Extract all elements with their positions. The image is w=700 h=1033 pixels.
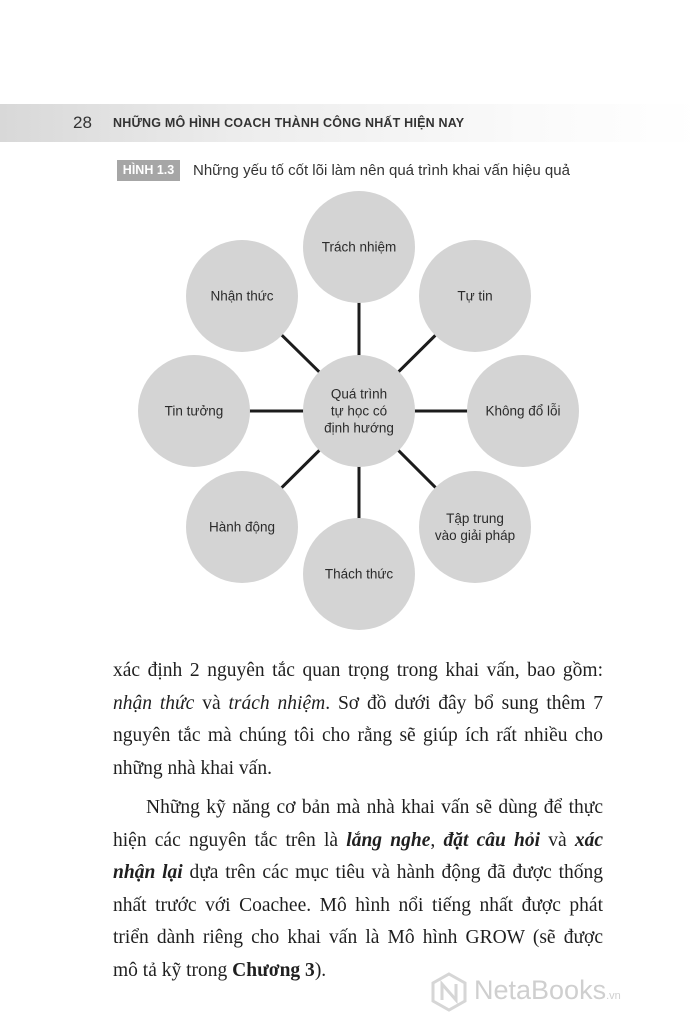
p2-line-3: nhận lại dựa trên các mục tiêu và hành động đã được thống: [113, 862, 603, 883]
chapter-reference: Chương 3: [232, 959, 315, 981]
node-bottom-left-label: Hành động: [208, 519, 276, 535]
netabooks-logo-icon: [429, 972, 469, 1012]
page-number: 28: [73, 113, 92, 132]
figure-label-badge: HÌNH 1.3: [117, 160, 180, 181]
p2-line-4: nhất trước với Coachee. Mô hình nổi tiếng nhất được phát: [113, 894, 603, 916]
node-top-left-label: Nhận thức: [210, 288, 274, 304]
term-lang-nghe: lắng nghe: [346, 829, 431, 851]
p2-line-6: mô tả kỹ trong Chương 3).: [113, 959, 327, 981]
node-right-label: Không đổ lỗi: [485, 403, 561, 419]
p2-line-5: triển dành riêng cho khai vấn là Mô hình GROW (sẽ được: [113, 927, 603, 948]
watermark-suffix: .vn: [606, 990, 621, 1002]
node-left-label: Tin tưởng: [164, 403, 224, 419]
p1-line-3: nguyên tắc mà chúng tôi cho rằng sẽ giúp ích rất nhiều cho: [113, 725, 603, 746]
term-dat-cau-hoi: đặt câu hỏi: [443, 829, 541, 851]
term-trach-nhiem: trách nhiệm: [228, 692, 326, 714]
node-top-right-label: Tự tin: [457, 288, 493, 304]
paragraph-1: [113, 655, 603, 785]
node-bottom-label: Thách thức: [324, 566, 394, 582]
node-bottom-right-line-1: Tập trung: [446, 511, 504, 526]
center-node-label: [299, 386, 419, 437]
watermark: [474, 975, 621, 1006]
node-top-label: Trách nhiệm: [321, 239, 397, 255]
body-text: [113, 655, 603, 987]
center-label-line-3: định hướng: [324, 420, 394, 436]
center-label-line-2: tự học có: [330, 403, 388, 419]
watermark-brand: NetaBooks: [474, 975, 607, 1005]
paragraph-2: [113, 792, 603, 987]
center-label-line-1: Quá trình: [330, 386, 388, 402]
term-nhan-thuc: nhận thức: [113, 692, 195, 714]
running-title: NHỮNG MÔ HÌNH COACH THÀNH CÔNG NHẤT HIỆN NAY: [113, 116, 465, 130]
p1-line-1: xác định 2 nguyên tắc quan trọng trong khai vấn, bao gồm:: [113, 660, 603, 681]
term-xac: xác: [574, 829, 604, 851]
p1-line-4: những nhà khai vấn.: [113, 757, 272, 779]
node-bottom-right-line-2: vào giải pháp: [434, 528, 516, 543]
node-bottom-right-label: [415, 510, 535, 544]
p2-line-2: hiện các nguyên tắc trên là lắng nghe, đặt câu hỏi và xác: [113, 829, 604, 851]
p2-line-1: Những kỹ năng cơ bản mà nhà khai vấn sẽ dùng để thực: [146, 797, 603, 818]
term-nhan-lai: nhận lại: [113, 862, 183, 883]
figure-caption: Những yếu tố cốt lõi làm nên quá trình khai vấn hiệu quả: [193, 162, 570, 179]
p1-line-2: nhận thức và trách nhiệm. Sơ đồ dưới đây bổ sung thêm 7: [113, 692, 603, 714]
